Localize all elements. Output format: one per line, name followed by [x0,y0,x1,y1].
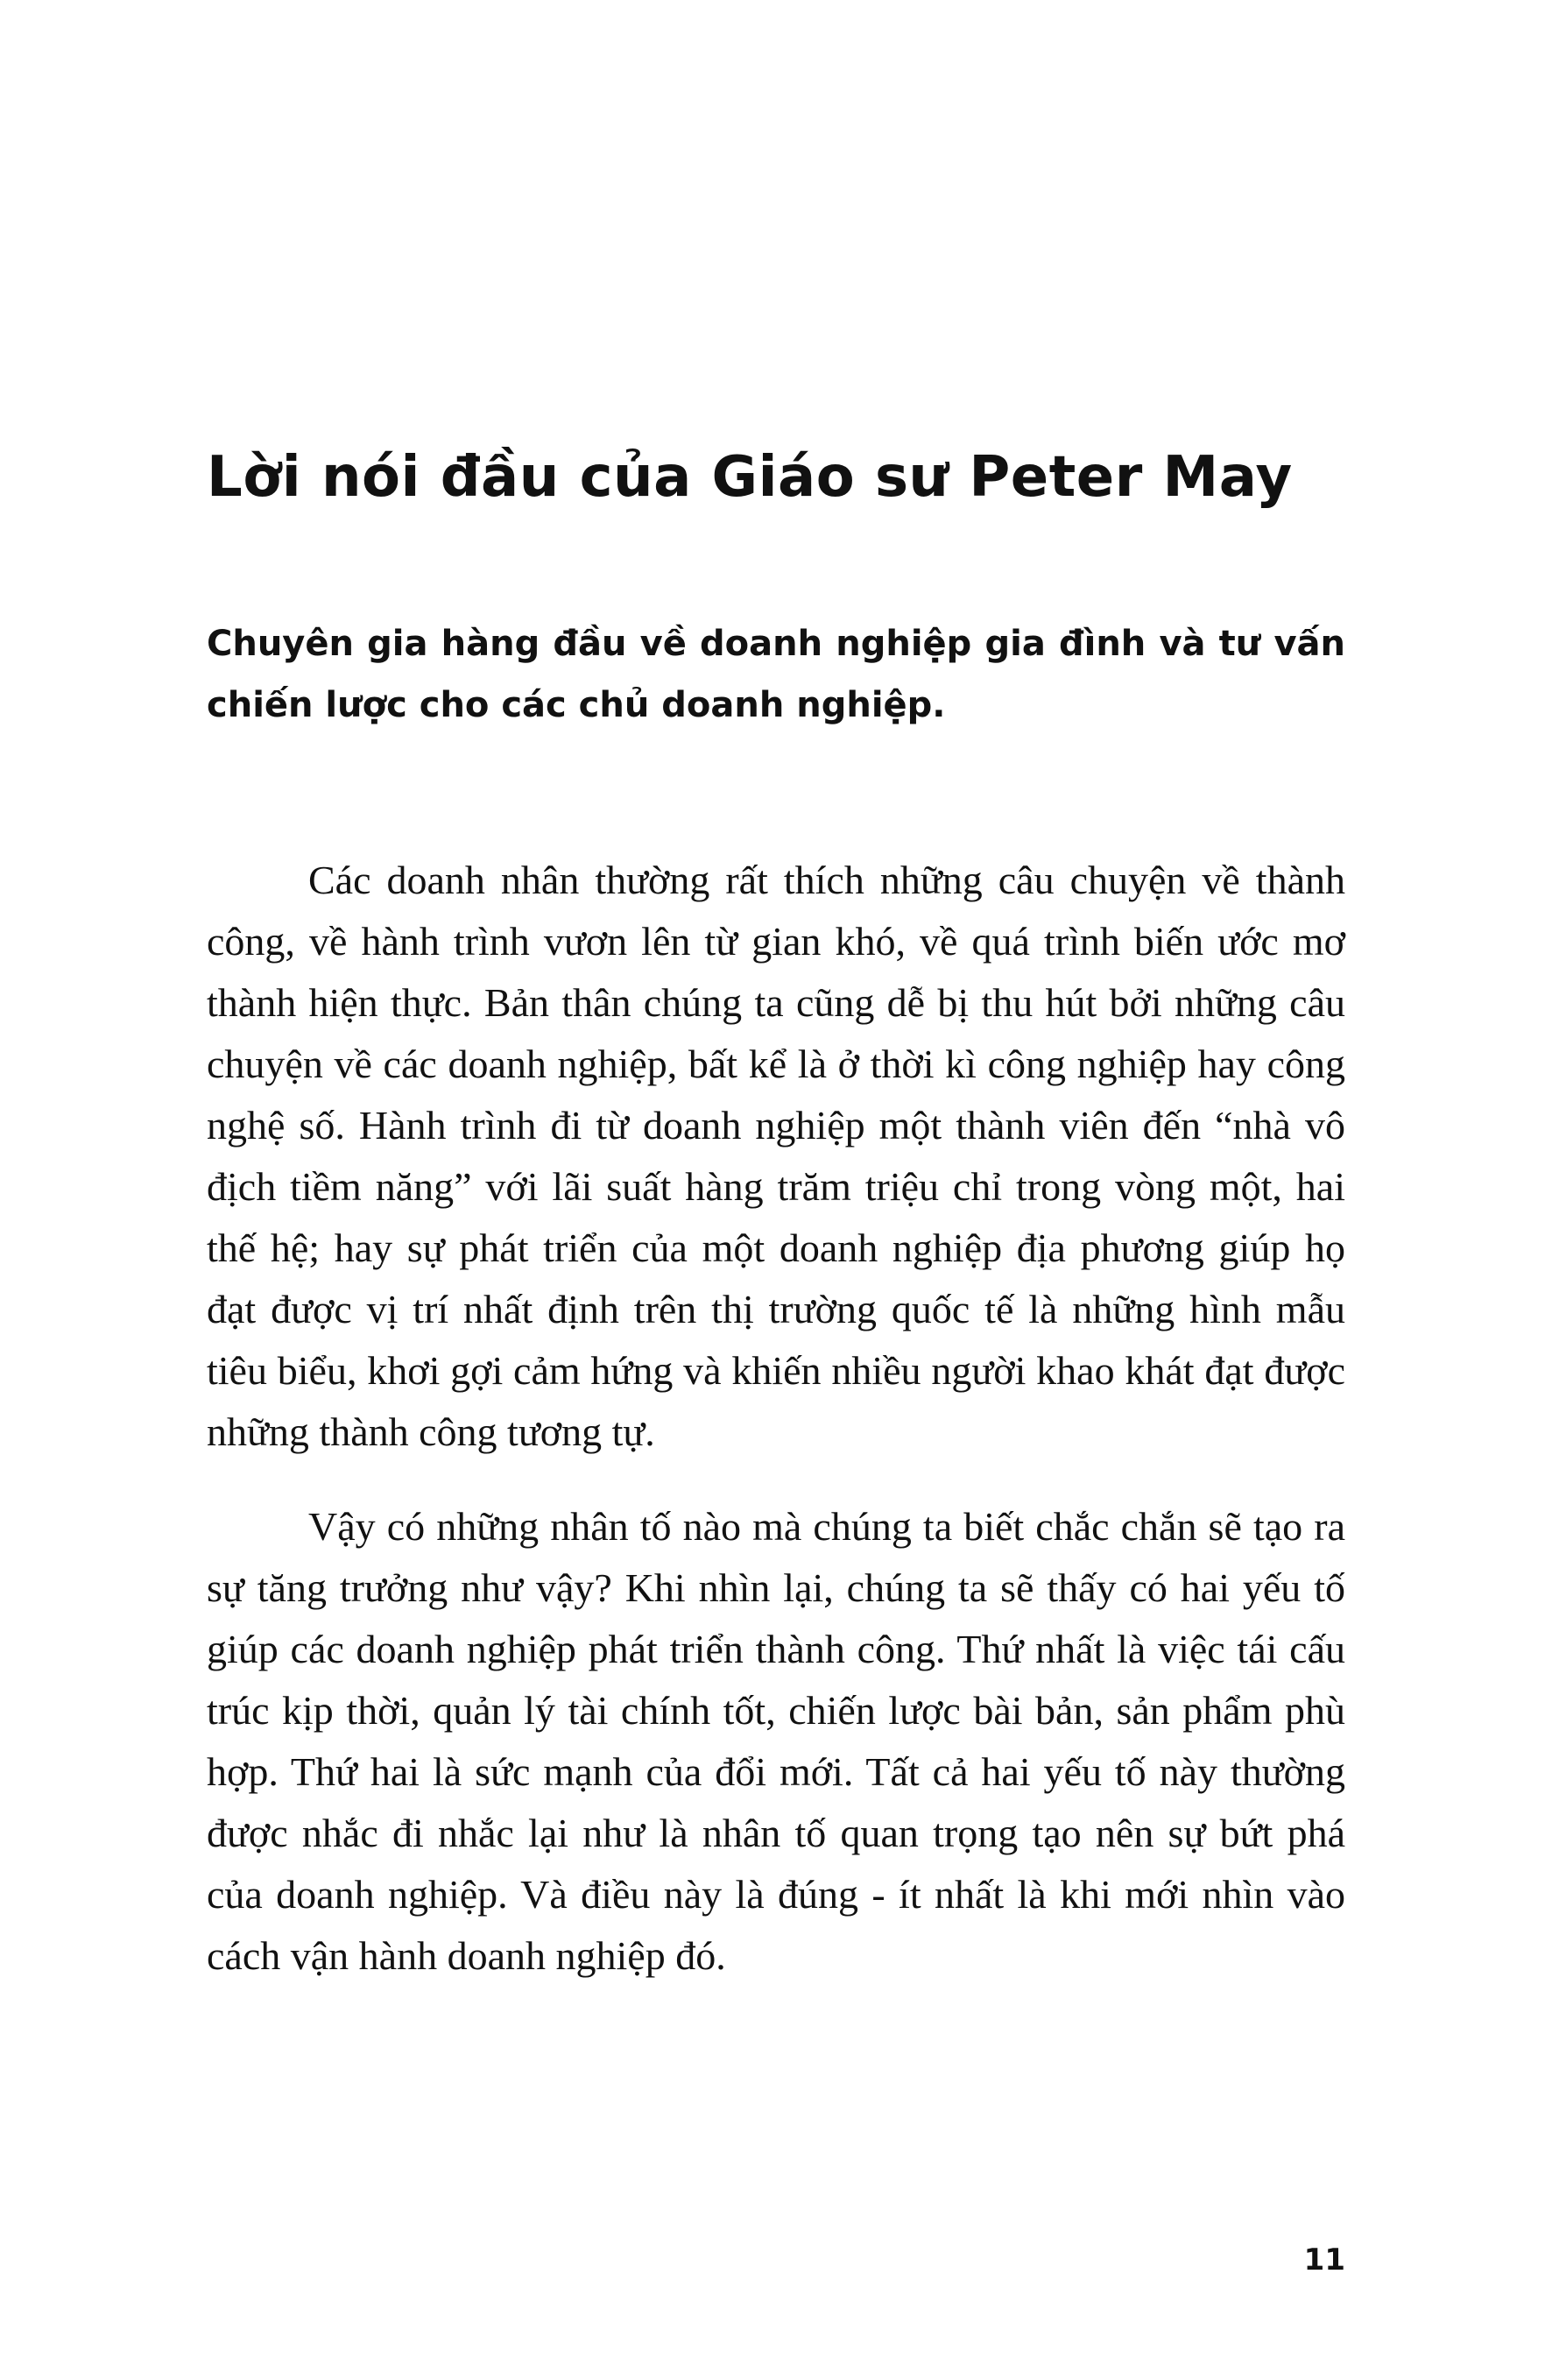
page-number: 11 [1303,2242,1345,2278]
body-paragraph: Các doanh nhân thường rất thích những câu chuyện về thành công, về hành trình vươn lên từ gian khó, về quá trình biến ước mơ thành hiện thực. Bản thân chúng ta cũng dễ bị thu hút bởi những câu chuyện về các doanh nghiệp, bất kể là ở thời kì công nghiệp hay công nghệ số. Hành trình đi từ doanh nghiệp một thành viên đến “nhà vô địch tiềm năng” với lãi suất hàng trăm triệu chỉ trong vòng một, hai thế hệ; hay sự phát triển của một doanh nghiệp địa phương giúp họ đạt được vị trí nhất định trên thị trường quốc tế là những hình mẫu tiêu biểu, khơi gợi cảm hứng và khiến nhiều người khao khát đạt được những thành công tương tự. [207,858,1345,1454]
page-content [207,438,1345,1987]
body-paragraph: Vậy có những nhân tố nào mà chúng ta biết chắc chắn sẽ tạo ra sự tăng trưởng như vậy? Khi nhìn lại, chúng ta sẽ thấy có hai yếu tố giúp các doanh nghiệp phát triển thành công. Thứ nhất là việc tái cấu trúc kịp thời, quản lý tài chính tốt, chiến lược bài bản, sản phẩm phù hợp. Thứ hai là sức mạnh của đổi mới. Tất cả hai yếu tố này thường được nhắc đi nhắc lại như là nhân tố quan trọng tạo nên sự bứt phá của doanh nghiệp. Và điều này là đúng - ít nhất là khi mới nhìn vào cách vận hành doanh nghiệp đó. [207,1504,1345,1978]
chapter-subtitle: Chuyên gia hàng đầu về doanh nghiệp gia đình và tư vấn chiến lược cho các chủ doanh nghiệp. [207,624,1345,725]
chapter-title: Lời nói đầu của Giáo sư Peter May [207,445,1293,510]
